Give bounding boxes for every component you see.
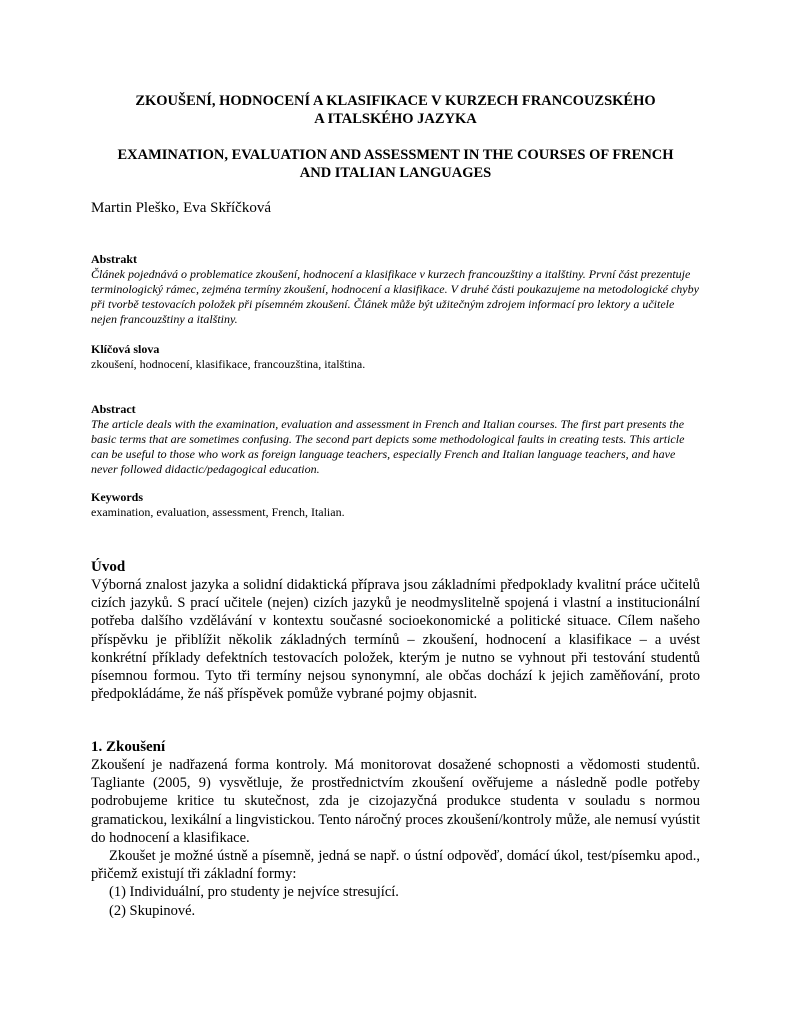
title-english [60,146,731,182]
title-english-line1: EXAMINATION, EVALUATION AND ASSESSMENT IN THE COURSES OF FRENCH [117,147,674,163]
zkouseni-heading: 1. Zkoušení [91,739,166,755]
uvod-section [91,558,700,703]
title-czech [60,92,731,128]
klicova-slova-section [91,342,701,372]
keywords-section [91,490,701,520]
title-czech-line2: A ITALSKÉHO JAZYKA [314,111,477,127]
abstract-section [91,402,701,477]
title-czech-line1: ZKOUŠENÍ, HODNOCENÍ A KLASIFIKACE V KURZECH FRANCOUZSKÉHO [135,93,656,109]
zkouseni-list-item-1: (1) Individuální, pro studenty je nejvíce stresující. [109,884,399,901]
zkouseni-paragraph-2: Zkoušet je možné ústně a písemně, jedná se např. o ústní odpověď, domácí úkol, test/písemku apod., přičemž existují tři základní formy: [91,848,700,883]
klicova-slova-heading: Klíčová slova [91,342,160,356]
uvod-heading: Úvod [91,559,126,575]
zkouseni-list-item-2: (2) Skupinové. [109,902,196,919]
title-english-line2: AND ITALIAN LANGUAGES [299,165,492,181]
abstrakt-section [91,252,701,327]
keywords-text: examination, evaluation, assessment, French, Italian. [91,505,345,519]
uvod-paragraph: Výborná znalost jazyka a solidní didaktická příprava jsou základními předpoklady kvalitní práce učitelů cizích jazyků. S prací učitele (nejen) cizích jazyků je neodmyslitelně spojená i vlastní a institucionální potřeba dalšího vzdělávání v kontextu současné socioekonomické a politické situace. Cílem našeho příspěvku je přiblížit několik základných termínů – zkoušení, hodnocení a klasifikace – a uvést konkrétní příklady defektních testovacích položek, kterým je nutno se vyhnout při testování studentů písemnou formou. Tyto tři termíny nejsou synonymní, ale občas dochází k jejich zaměňování, proto předpokládáme, že náš příspěvek pomůže vybrané pojmy objasnit. [91,577,700,703]
zkouseni-paragraph-1: Zkoušení je nadřazená forma kontroly. Má monitorovat dosažené schopnosti a vědomosti studentů. Tagliante (2005, 9) vysvětluje, že prostřednictvím zkoušení ověřujeme a následně podle potřeby podrobujeme kritice tu skutečnost, zda je cizojazyčná produkce studenta v souladu s normou gramatickou, lexikální a lingvistickou. Tento náročný proces zkoušení/kontroly může, ale nemusí vyústit do hodnocení a klasifikace. [91,757,700,846]
klicova-slova-text: zkoušení, hodnocení, klasifikace, francouzština, italština. [91,357,366,371]
abstrakt-heading: Abstrakt [91,252,138,266]
abstract-heading: Abstract [91,402,136,416]
zkouseni-section [91,738,700,920]
authors: Martin Pleško, Eva Skříčková [91,200,271,216]
keywords-heading: Keywords [91,490,143,504]
abstract-text: The article deals with the examination, evaluation and assessment in French and Italian courses. The first part presents the basic terms that are sometimes confusing. The second part depicts some methodological faults in creating tests. This article can be useful to those who work as foreign language teachers, especially French and Italian language teachers, and have never followed didactic/pedagogical education. [91,417,685,476]
abstrakt-text: Článek pojednává o problematice zkoušení, hodnocení a klasifikace v kurzech francouzštiny a italštiny. První část prezentuje terminologický rámec, zejména termíny zkoušení, hodnocení a klasifikace. V druhé části poukazujeme na metodologické chyby při tvorbě testovacích položek při písemném zkoušení. Článek může být užitečným zdrojem informací pro lektory a učitele nejen francouzštiny a italštiny. [91,267,699,326]
